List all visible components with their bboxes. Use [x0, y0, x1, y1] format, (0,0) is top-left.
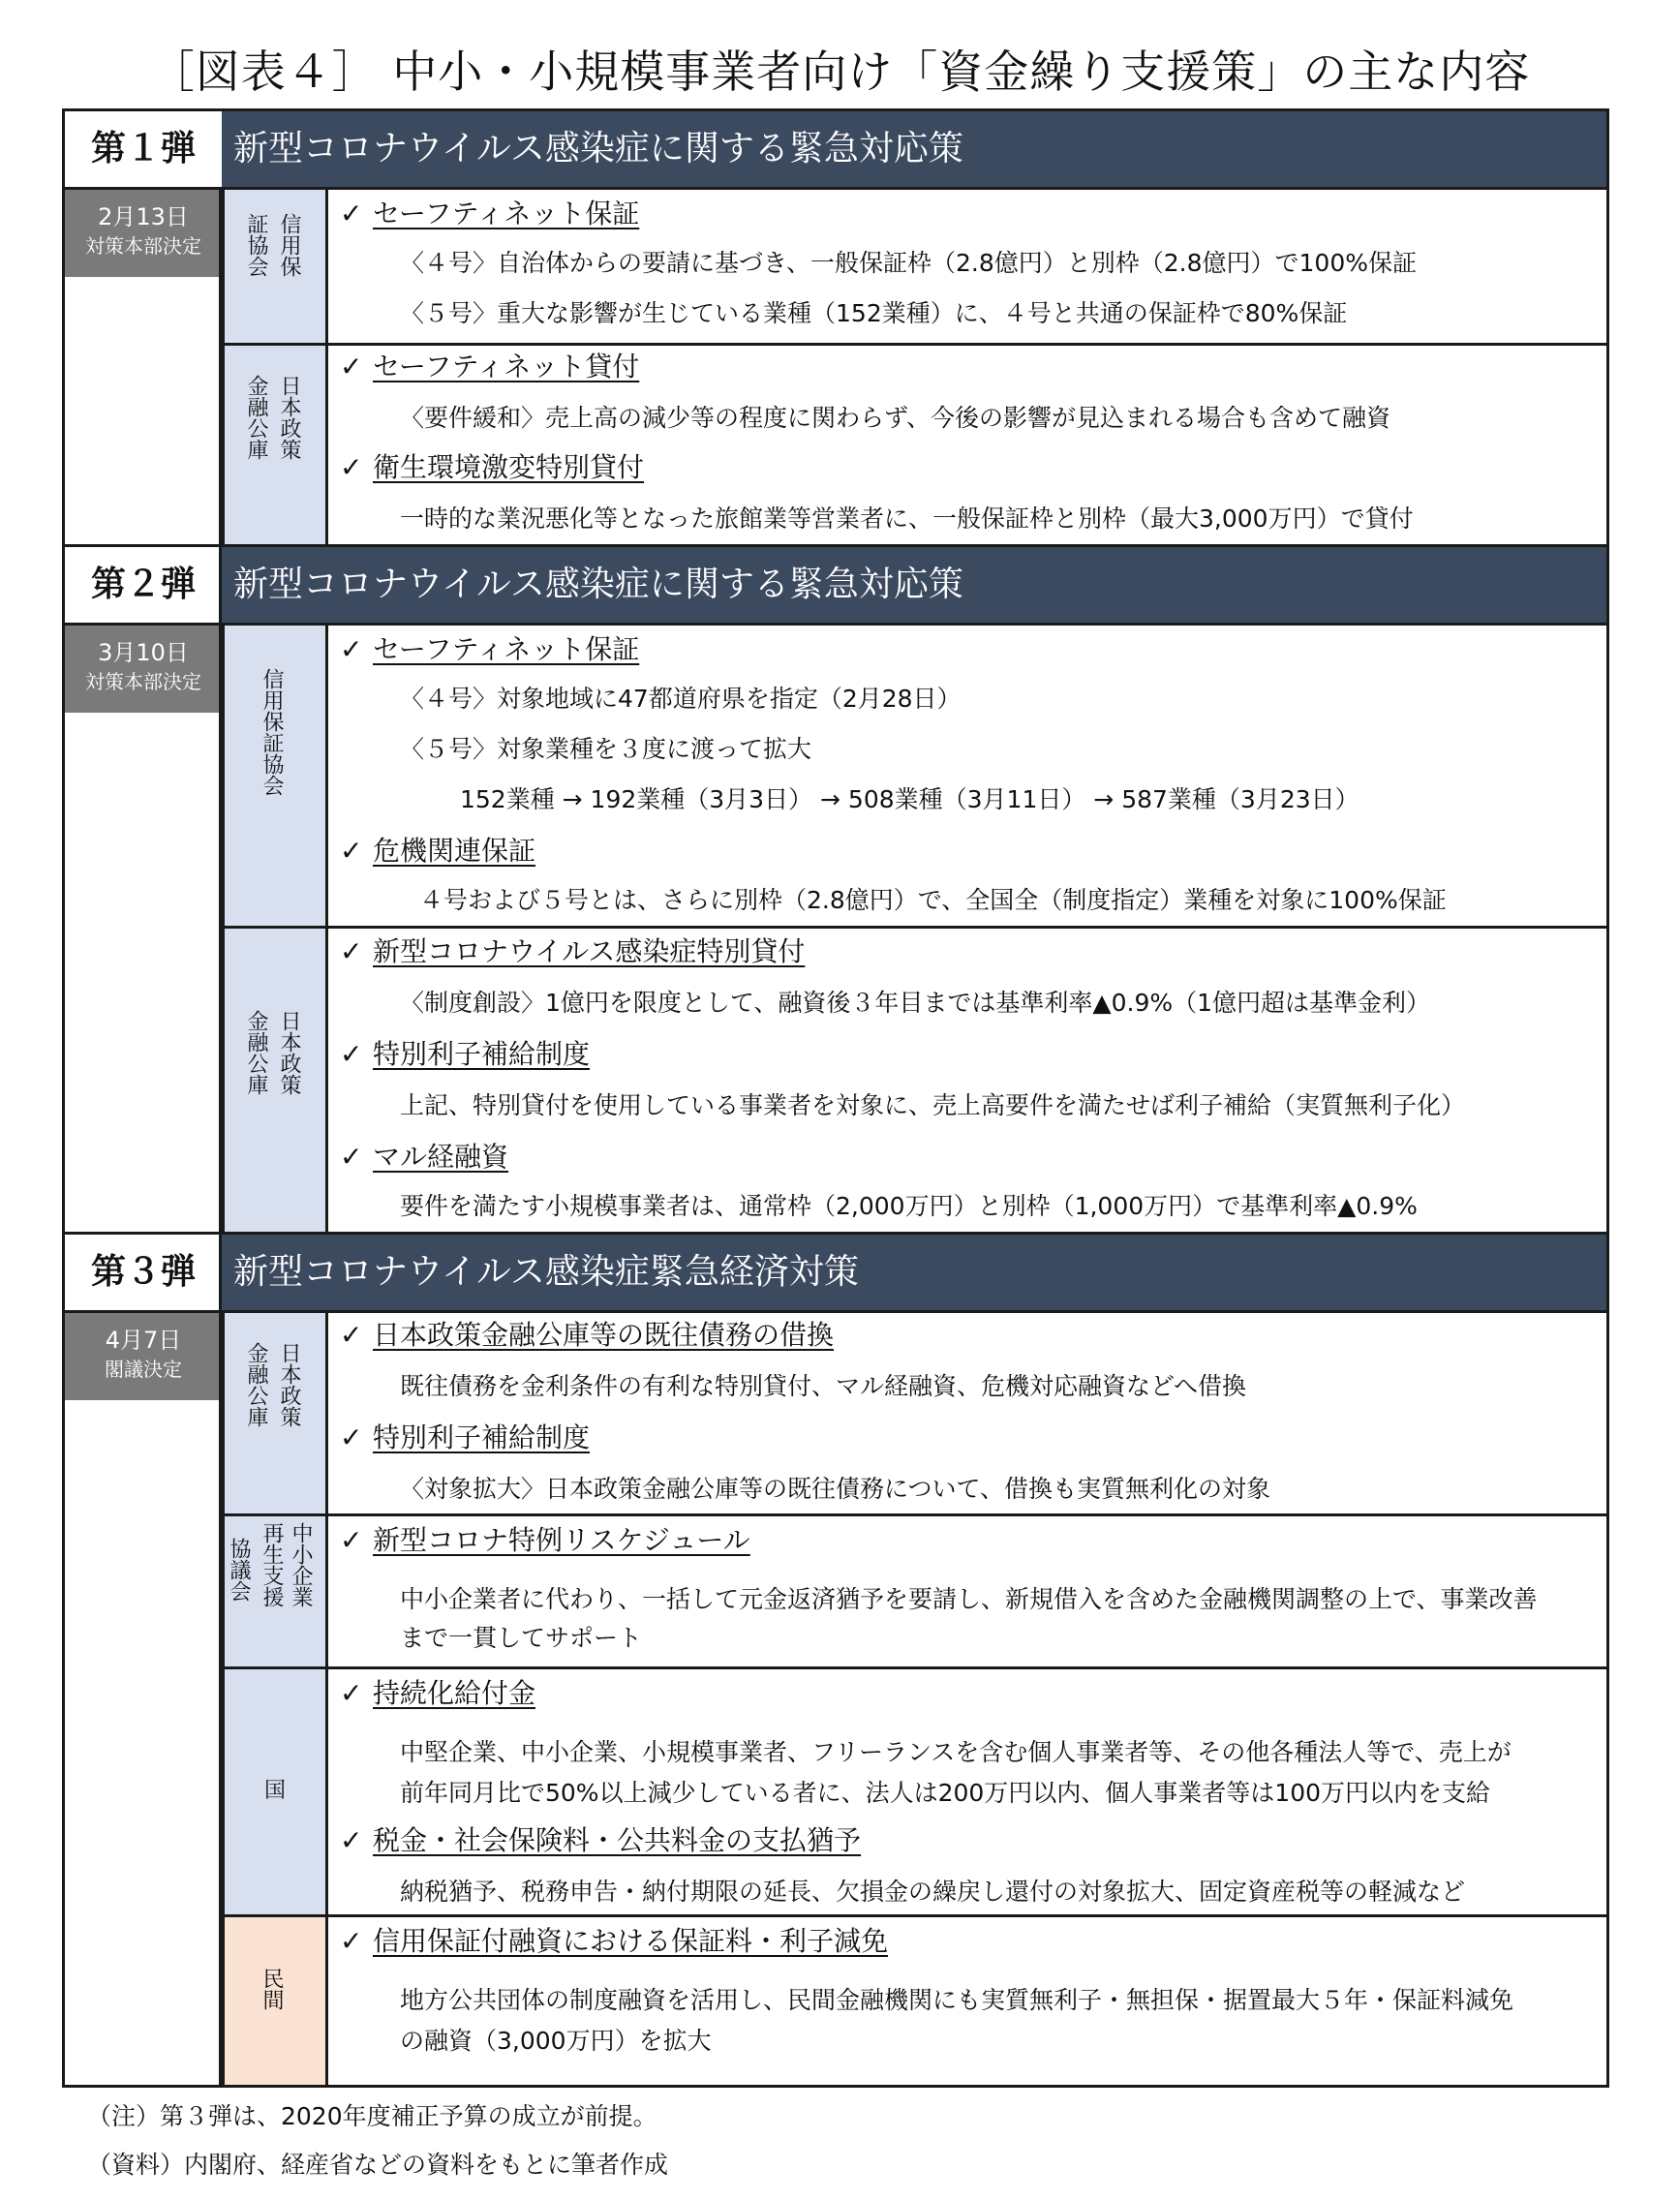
measure-heading: 新型コロナウイルス感染症特別貸付	[373, 935, 806, 967]
measure-detail: 〈対象拡大〉日本政策金融公庫等の既往債務について、借換も実質無利化の対象	[400, 1475, 1271, 1503]
measure-detail: 上記、特別貸付を使用している事業者を対象に、売上高要件を満たせば利子補給（実質無利子化）	[400, 1091, 1466, 1119]
section-label: 第２弾	[65, 547, 222, 623]
org-cell	[222, 1313, 328, 1513]
org-name-col: 金融公庫	[244, 375, 268, 460]
source-note: （資料）内閣府、経産省などの資料をもとに筆者作成	[87, 2151, 669, 2179]
measure-heading: 特別利子補給制度	[373, 1421, 591, 1453]
org-name-col: 日本政策	[277, 1010, 301, 1095]
measure-heading: 日本政策金融公庫等の既往債務の借換	[373, 1319, 835, 1351]
measure-item	[340, 1922, 888, 1961]
org-cell	[222, 190, 328, 343]
measure-item	[340, 1316, 834, 1355]
org-cell-private	[222, 1917, 328, 2085]
section-date-box	[65, 626, 222, 713]
footnote: （注）第３弾は、2020年度補正予算の成立が前提。	[87, 2102, 657, 2130]
org-name-col: 中小企業	[289, 1522, 313, 1607]
check-icon: ✓	[340, 1925, 363, 1957]
org-name-col: 再生支援	[260, 1522, 284, 1607]
section-2-header	[65, 547, 1606, 623]
check-icon: ✓	[340, 198, 363, 229]
measure-item	[340, 348, 639, 386]
check-icon: ✓	[340, 1319, 363, 1351]
measure-item	[340, 1419, 590, 1457]
measure-item	[340, 832, 535, 871]
measure-detail: 152業種 → 192業種（3月3日） → 508業種（3月11日） → 587業種（3月23日）	[460, 785, 1359, 813]
section-1-header	[65, 111, 1606, 187]
section-label: 第１弾	[65, 111, 222, 187]
org-name-col: 金融公庫	[244, 1010, 268, 1095]
measure-detail: まで一貫してサポート	[400, 1624, 643, 1652]
measure-detail: 〈要件緩和〉売上高の減少等の程度に関わらず、今後の影響が見込まれる場合も含めて融資	[400, 404, 1391, 432]
measure-heading: 税金・社会保険料・公共料金の支払猶予	[373, 1824, 862, 1856]
measure-item	[340, 630, 639, 669]
measure-heading: 危機関連保証	[373, 835, 536, 867]
measure-heading: セーフティネット貸付	[373, 351, 640, 382]
org-name-col: 日本政策	[277, 375, 301, 460]
check-icon: ✓	[340, 835, 363, 867]
section-decision: 対策本部決定	[85, 670, 201, 693]
org-name-col: 信用保証協会	[260, 668, 284, 796]
measure-detail: 〈４号〉対象地域に47都道府県を指定（2月28日）	[400, 685, 962, 713]
section-decision: 対策本部決定	[85, 234, 201, 258]
measure-item	[340, 1674, 535, 1713]
section-date-box	[65, 1313, 222, 1400]
org-cell	[222, 1516, 328, 1666]
org-name-col: 信用保	[277, 213, 301, 277]
check-icon: ✓	[340, 351, 363, 382]
org-cell	[222, 1669, 328, 1914]
measure-detail: ４号および５号とは、さらに別枠（2.8億円）で、全国全（制度指定）業種を対象に100%保証	[419, 886, 1447, 914]
measure-detail: 前年同月比で50%以上減少している者に、法人は200万円以内、個人事業者等は100万円以内を支給	[400, 1779, 1491, 1807]
org-name-col: 証協会	[244, 213, 268, 277]
measure-item	[340, 1821, 861, 1860]
measure-detail: 中堅企業、中小企業、小規模事業者、フリーランスを含む個人事業者等、その他各種法人等で、売上が	[400, 1738, 1512, 1766]
measure-detail: 既往債務を金利条件の有利な特別貸付、マル経融資、危機対応融資などへ借換	[400, 1372, 1247, 1400]
check-icon: ✓	[340, 1421, 363, 1453]
org-name-col: 民間	[260, 1968, 284, 2010]
org-name-col: 金融公庫	[244, 1342, 268, 1427]
page-title: ［図表４］ 中小・小規模事業者向け「資金繰り支援策」の主な内容	[149, 46, 1531, 98]
measure-detail: 〈制度創設〉1億円を限度として、融資後３年目までは基準利率▲0.9%（1億円超は基準金利）	[400, 989, 1431, 1017]
section-date: 3月10日	[98, 639, 189, 666]
check-icon: ✓	[340, 451, 363, 483]
check-icon: ✓	[340, 1038, 363, 1070]
section-title: 新型コロナウイルス感染症に関する緊急対応策	[222, 111, 1606, 187]
measure-detail: の融資（3,000万円）を拡大	[400, 2027, 712, 2055]
measure-detail: 地方公共団体の制度融資を活用し、民間金融機関にも実質無利子・無担保・据置最大５年・保証料減免	[400, 1986, 1514, 2014]
measure-heading: マル経融資	[373, 1141, 509, 1173]
section-date-box	[65, 190, 222, 277]
measure-detail: 納税猶予、税務申告・納付期限の延長、欠損金の繰戻し還付の対象拡大、固定資産税等の軽減など	[400, 1878, 1466, 1906]
check-icon: ✓	[340, 1141, 363, 1173]
measure-item	[340, 195, 639, 233]
measure-item	[340, 932, 805, 971]
measure-detail: 〈５号〉対象業種を３度に渡って拡大	[400, 735, 812, 763]
check-icon: ✓	[340, 633, 363, 665]
measure-item	[340, 1521, 750, 1560]
section-title: 新型コロナウイルス感染症に関する緊急対応策	[222, 547, 1606, 623]
measure-heading: 新型コロナ特例リスケジュール	[373, 1524, 750, 1556]
measure-item	[340, 1035, 590, 1074]
measure-heading: セーフティネット保証	[373, 633, 640, 665]
measure-heading: 信用保証付融資における保証料・利子減免	[373, 1925, 889, 1957]
measure-detail: 要件を満たす小規模事業者は、通常枠（2,000万円）と別枠（1,000万円）で基準利率▲0.9%	[400, 1192, 1418, 1220]
measure-heading: 持続化給付金	[373, 1677, 536, 1709]
org-cell	[222, 626, 328, 926]
org-name-col: 日本政策	[277, 1342, 301, 1427]
measure-detail: 〈５号〉重大な影響が生じている業種（152業種）に、４号と共通の保証枠で80%保証	[400, 299, 1348, 327]
measure-heading: 衛生環境激変特別貸付	[373, 451, 645, 483]
measure-item	[340, 448, 644, 487]
check-icon: ✓	[340, 1824, 363, 1856]
check-icon: ✓	[340, 1524, 363, 1556]
check-icon: ✓	[340, 935, 363, 967]
measure-detail: 中小企業者に代わり、一括して元金返済猶予を要請し、新規借入を含めた金融機関調整の上で、事業改善	[400, 1585, 1538, 1613]
section-label: 第３弾	[65, 1235, 222, 1310]
support-table	[62, 108, 1609, 2088]
check-icon: ✓	[340, 1677, 363, 1709]
org-name-col: 国	[263, 1779, 286, 1803]
org-name-col: 協議会	[227, 1538, 251, 1602]
org-cell	[222, 346, 328, 544]
measure-heading: セーフティネット保証	[373, 198, 640, 229]
section-3-header	[65, 1235, 1606, 1310]
measure-heading: 特別利子補給制度	[373, 1038, 591, 1070]
measure-detail: 一時的な業況悪化等となった旅館業等営業者に、一般保証枠と別枠（最大3,000万円）で貸付	[400, 504, 1414, 533]
measure-item	[340, 1138, 508, 1176]
section-date: 2月13日	[98, 203, 189, 230]
section-date: 4月7日	[105, 1327, 182, 1354]
org-cell	[222, 929, 328, 1232]
section-title: 新型コロナウイルス感染症緊急経済対策	[222, 1235, 1606, 1310]
section-decision: 閣議決定	[105, 1358, 182, 1381]
measure-detail: 〈４号〉自治体からの要請に基づき、一般保証枠（2.8億円）と別枠（2.8億円）で100%保証	[400, 249, 1417, 277]
